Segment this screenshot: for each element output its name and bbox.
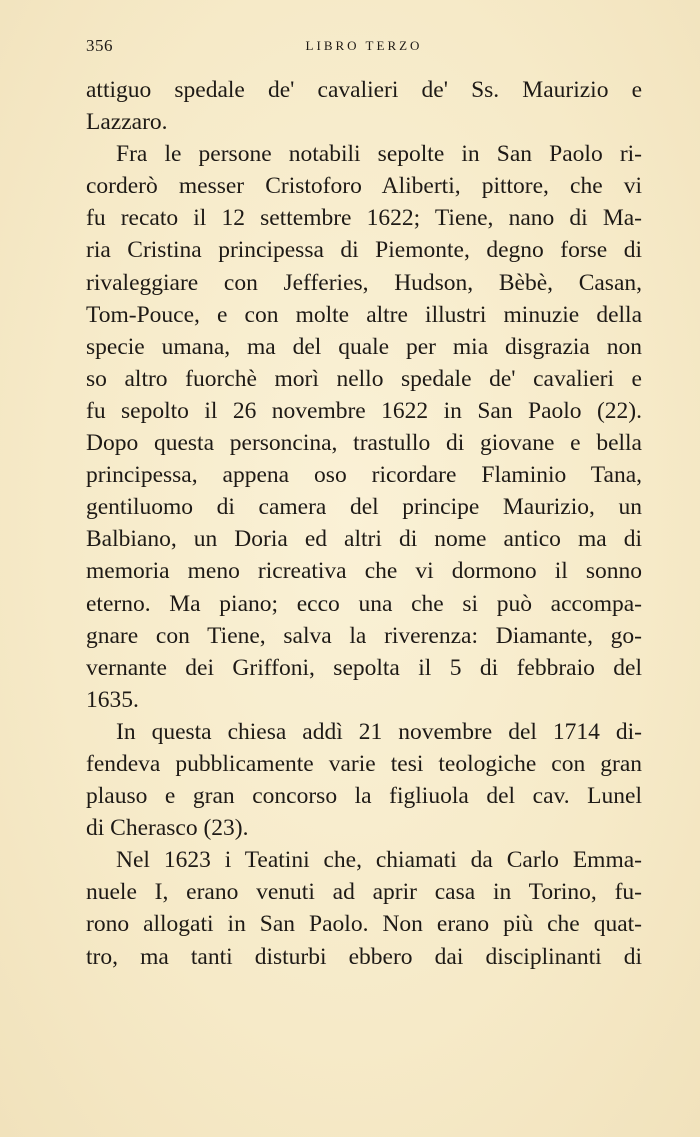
text-line: Lazzaro. bbox=[86, 109, 168, 136]
text-line: fu recato il 12 settembre 1622; Tiene, nano di Ma- bbox=[86, 205, 642, 232]
running-title: LIBRO TERZO bbox=[305, 38, 423, 53]
running-head bbox=[86, 36, 642, 58]
text-line: gnare con Tiene, salva la riverenza: Diamante, go- bbox=[86, 622, 642, 649]
text-line: specie umana, ma del quale per mia disgrazia non bbox=[86, 333, 642, 360]
text-line: eterno. Ma piano; ecco una che si può accompa- bbox=[86, 590, 642, 617]
text-line: attiguo spedale de' cavalieri de' Ss. Maurizio e bbox=[86, 77, 642, 103]
text-line: 1635. bbox=[86, 686, 139, 713]
text-line: Tom-Pouce, e con molte altre illustri minuzie della bbox=[86, 301, 642, 328]
text-line: fendeva pubblicamente varie tesi teologiche con gran bbox=[86, 750, 642, 777]
text-line: In questa chiesa addì 21 novembre del 1714 di- bbox=[116, 718, 642, 745]
text-line: Nel 1623 i Teatini che, chiamati da Carlo Emma- bbox=[116, 847, 642, 874]
text-line: di Cherasco (23). bbox=[86, 815, 249, 842]
text-line: principessa, appena oso ricordare Flaminio Tana, bbox=[86, 462, 642, 489]
text-line: tro, ma tanti disturbi ebbero dai disciplinanti di bbox=[86, 943, 642, 970]
text-line: vernante dei Griffoni, sepolta il 5 di febbraio del bbox=[86, 654, 642, 681]
text-line: memoria meno ricreativa che vi dormono il sonno bbox=[86, 558, 642, 585]
text-line: gentiluomo di camera del principe Maurizio, un bbox=[86, 494, 642, 521]
text-line: rivaleggiare con Jefferies, Hudson, Bèbè, Casan, bbox=[86, 269, 642, 296]
text-line: rono allogati in San Paolo. Non erano più che quat- bbox=[86, 911, 642, 938]
text-line: fu sepolto il 26 novembre 1622 in San Paolo (22). bbox=[86, 397, 642, 424]
text-line: ria Cristina principessa di Piemonte, degno forse di bbox=[86, 237, 642, 264]
text-line: corderò messer Cristoforo Aliberti, pittore, che vi bbox=[86, 173, 642, 200]
text-line: Balbiano, un Doria ed altri di nome antico ma di bbox=[86, 526, 642, 553]
text-line: Fra le persone notabili sepolte in San Paolo ri- bbox=[116, 141, 642, 168]
body-text bbox=[86, 74, 642, 973]
text-line: plauso e gran concorso la figliuola del cav. Lunel bbox=[86, 783, 642, 810]
text-line: Dopo questa personcina, trastullo di giovane e bella bbox=[86, 430, 642, 457]
text-line: so altro fuorchè morì nello spedale de' cavalieri e bbox=[86, 365, 642, 392]
text-line: nuele I, erano venuti ad aprir casa in Torino, fu- bbox=[86, 879, 642, 906]
page-number: 356 bbox=[86, 36, 113, 55]
